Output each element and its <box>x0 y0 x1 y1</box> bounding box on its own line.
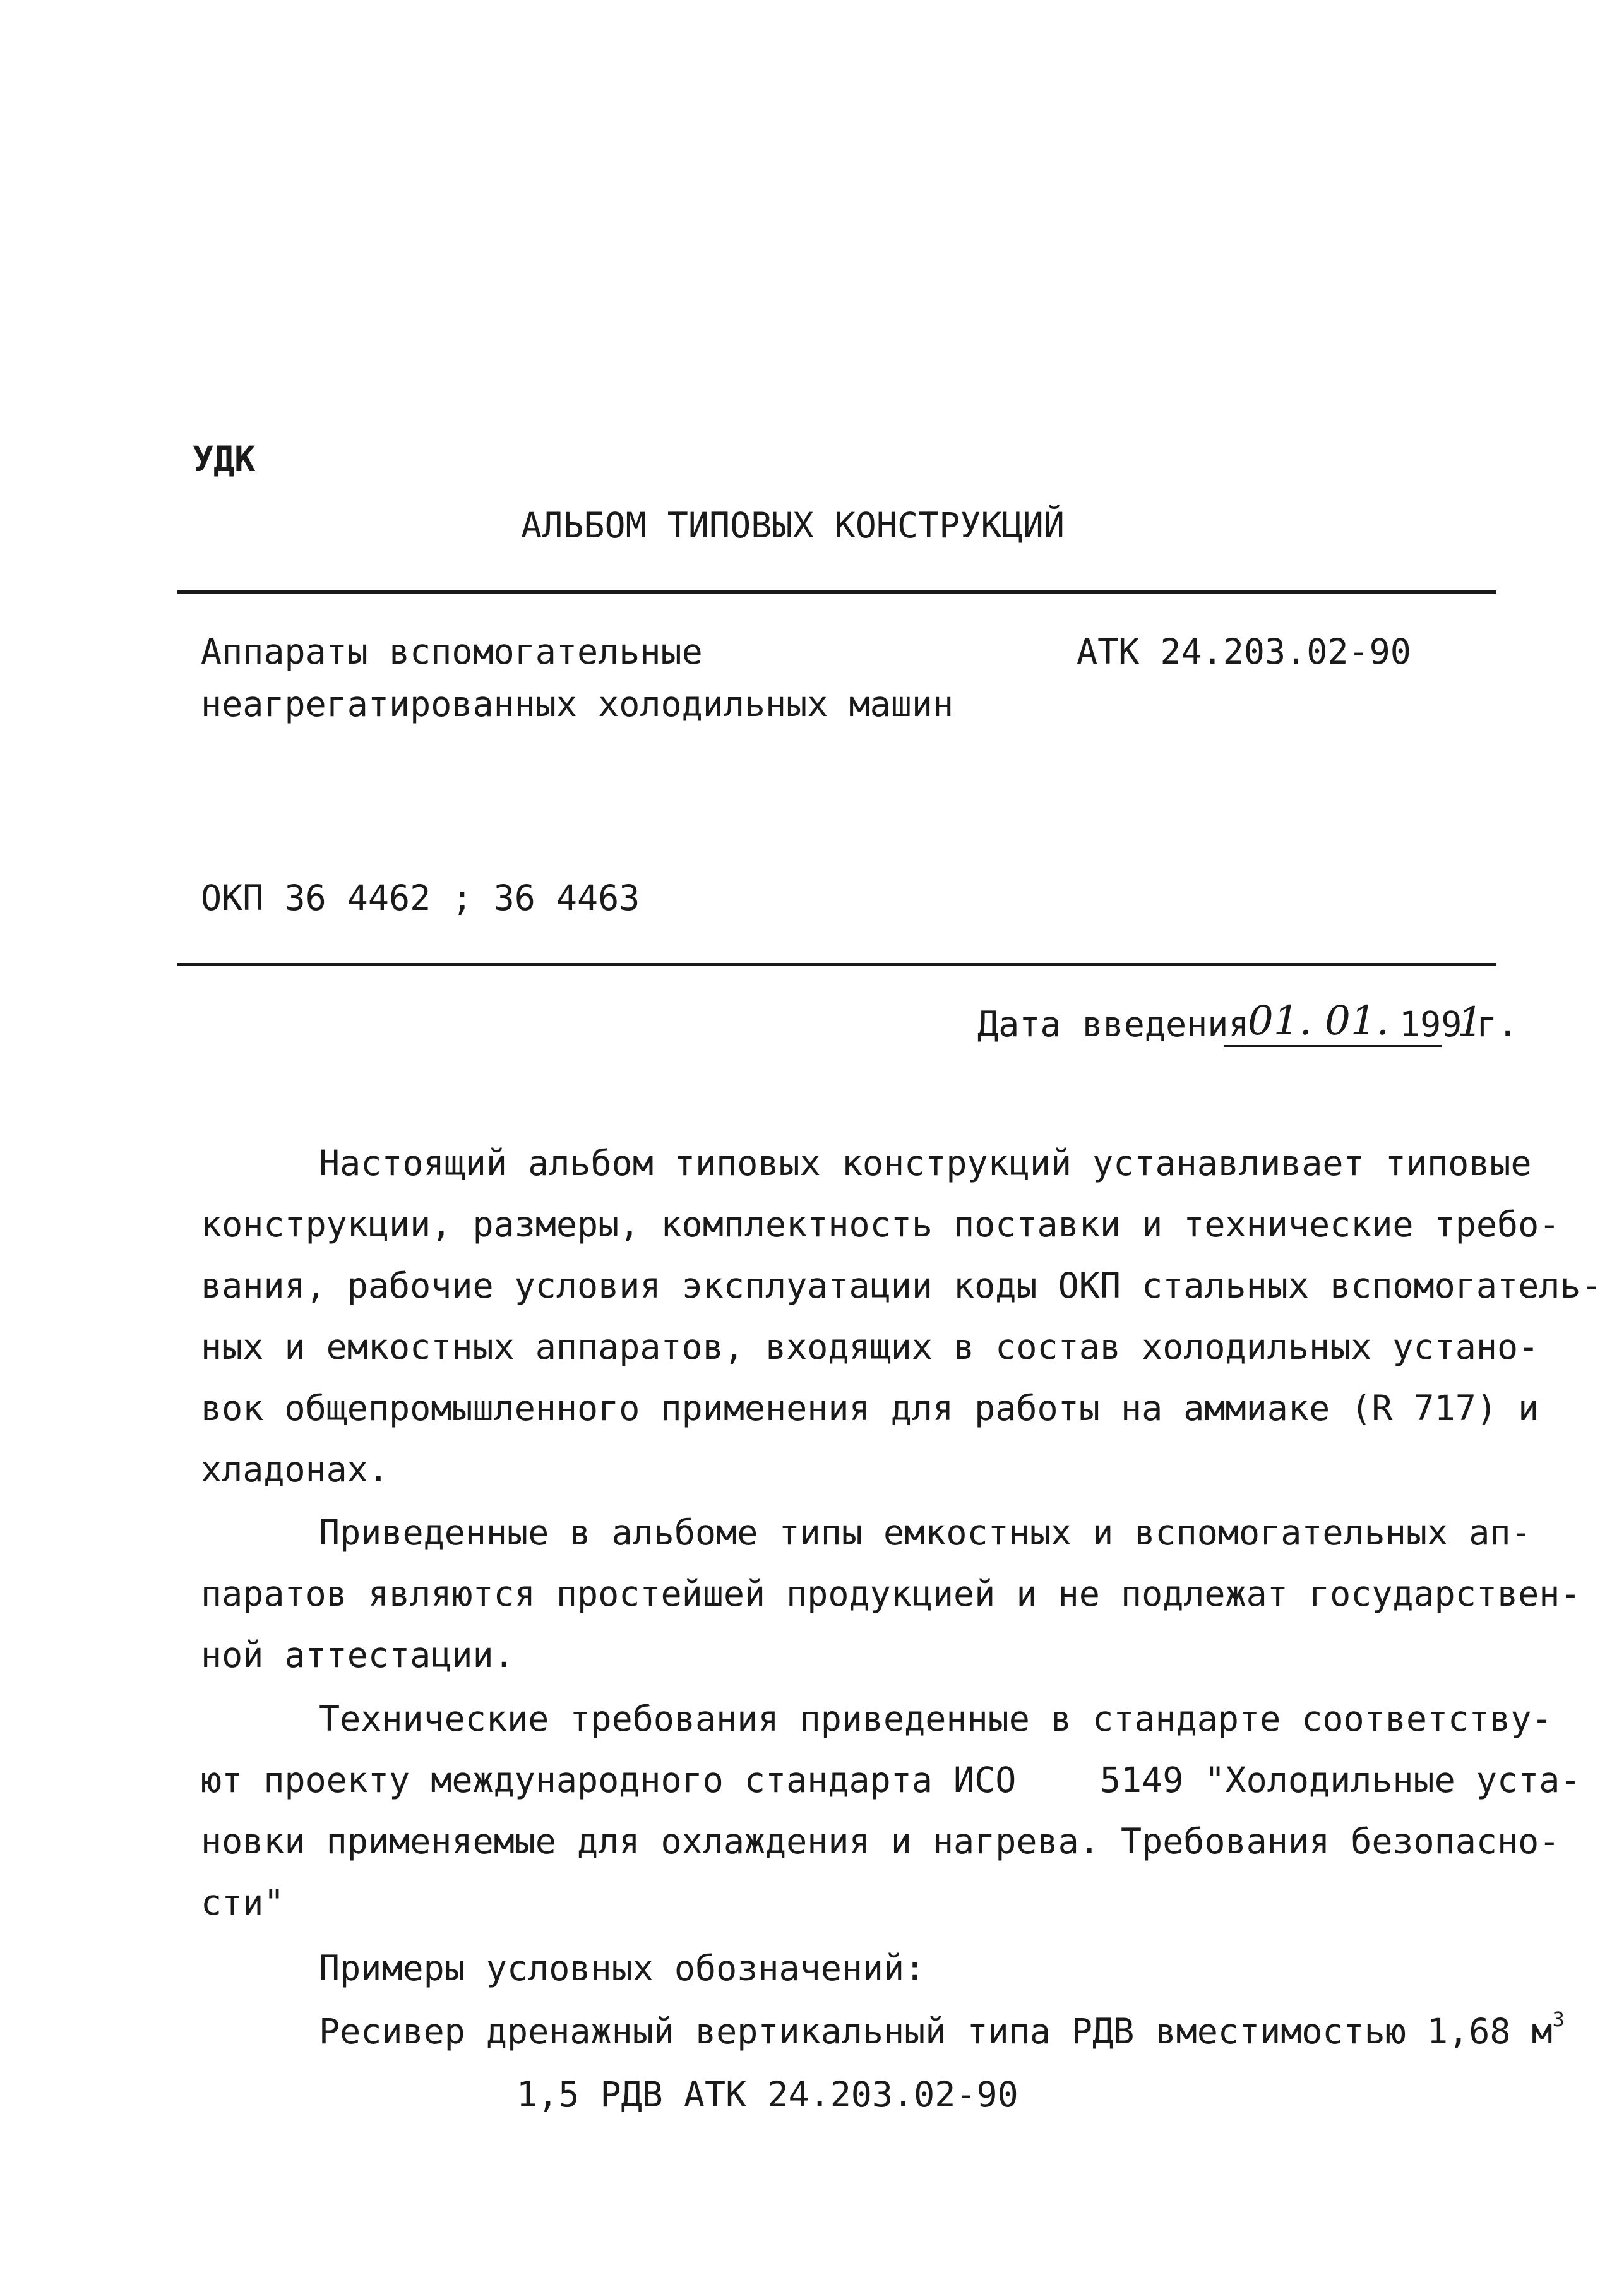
p2-line2: паратов являются простейшей продукцией и не подлежат государствен- <box>201 1574 1581 1614</box>
examples-heading: Примеры условных обозначений: <box>319 1948 926 1988</box>
p3-line1: Технические требования приведенные в стандарте соответству- <box>319 1699 1553 1739</box>
product-name-line2: неагрегатированных холодильных машин <box>201 684 954 724</box>
example-text <box>319 2007 1565 2052</box>
p2-line3: ной аттестации. <box>201 1635 515 1675</box>
p3-line3: новки применяемые для охлаждения и нагрева. Требования безопасно- <box>201 1821 1560 1861</box>
intro-date-handwritten: 01. 01. <box>1248 998 1389 1044</box>
album-title: АЛЬБОМ ТИПОВЫХ КОНСТРУКЦИЙ <box>521 505 1065 546</box>
p1-line4: ных и емкостных аппаратов, входящих в состав холодильных устано- <box>201 1327 1539 1367</box>
p1-line2: конструкции, размеры, комплектность поставки и технические требо- <box>201 1204 1560 1245</box>
p1-line1: Настоящий альбом типовых конструкций устанавливает типовые <box>319 1143 1532 1183</box>
p1-line5: вок общепромышленного применения для работы на аммиаке (R 717) и <box>201 1388 1539 1428</box>
document-designation: АТК 24.203.02-90 <box>1077 631 1411 672</box>
okp-codes: ОКП 36 4462 ; 36 4463 <box>201 878 640 918</box>
intro-date-year-suffix: г. <box>1476 1004 1519 1044</box>
product-name-line1: Аппараты вспомогательные <box>201 631 703 672</box>
p3-line2: ют проекту международного стандарта ИСО 5149 "Холодильные уста- <box>201 1760 1581 1800</box>
p1-line6: хладонах. <box>201 1449 390 1490</box>
middle-rule <box>177 963 1496 966</box>
intro-date-year-prefix: 199 <box>1399 1004 1462 1044</box>
udk-label: УДК <box>193 439 256 479</box>
example-code: 1,5 РДВ АТК 24.203.02-90 <box>516 2074 1018 2115</box>
p3-line4: сти" <box>201 1882 285 1923</box>
example-text-body: Ресивер дренажный вертикальный типа РДВ вместимостью 1,68 м <box>319 2011 1553 2052</box>
p1-line3: вания, рабочие условия эксплуатации коды ОКП стальных вспомогатель- <box>201 1265 1602 1306</box>
p2-line1: Приведенные в альбоме типы емкостных и вспомогательных ап- <box>319 1512 1532 1553</box>
intro-date-year-handwritten: 1 <box>1457 999 1483 1046</box>
intro-date-underline <box>1224 1045 1442 1047</box>
example-unit-superscript: 3 <box>1552 2007 1565 2031</box>
intro-date-label: Дата введения <box>977 1004 1250 1044</box>
top-rule <box>177 590 1496 594</box>
intro-date <box>977 998 1519 1051</box>
